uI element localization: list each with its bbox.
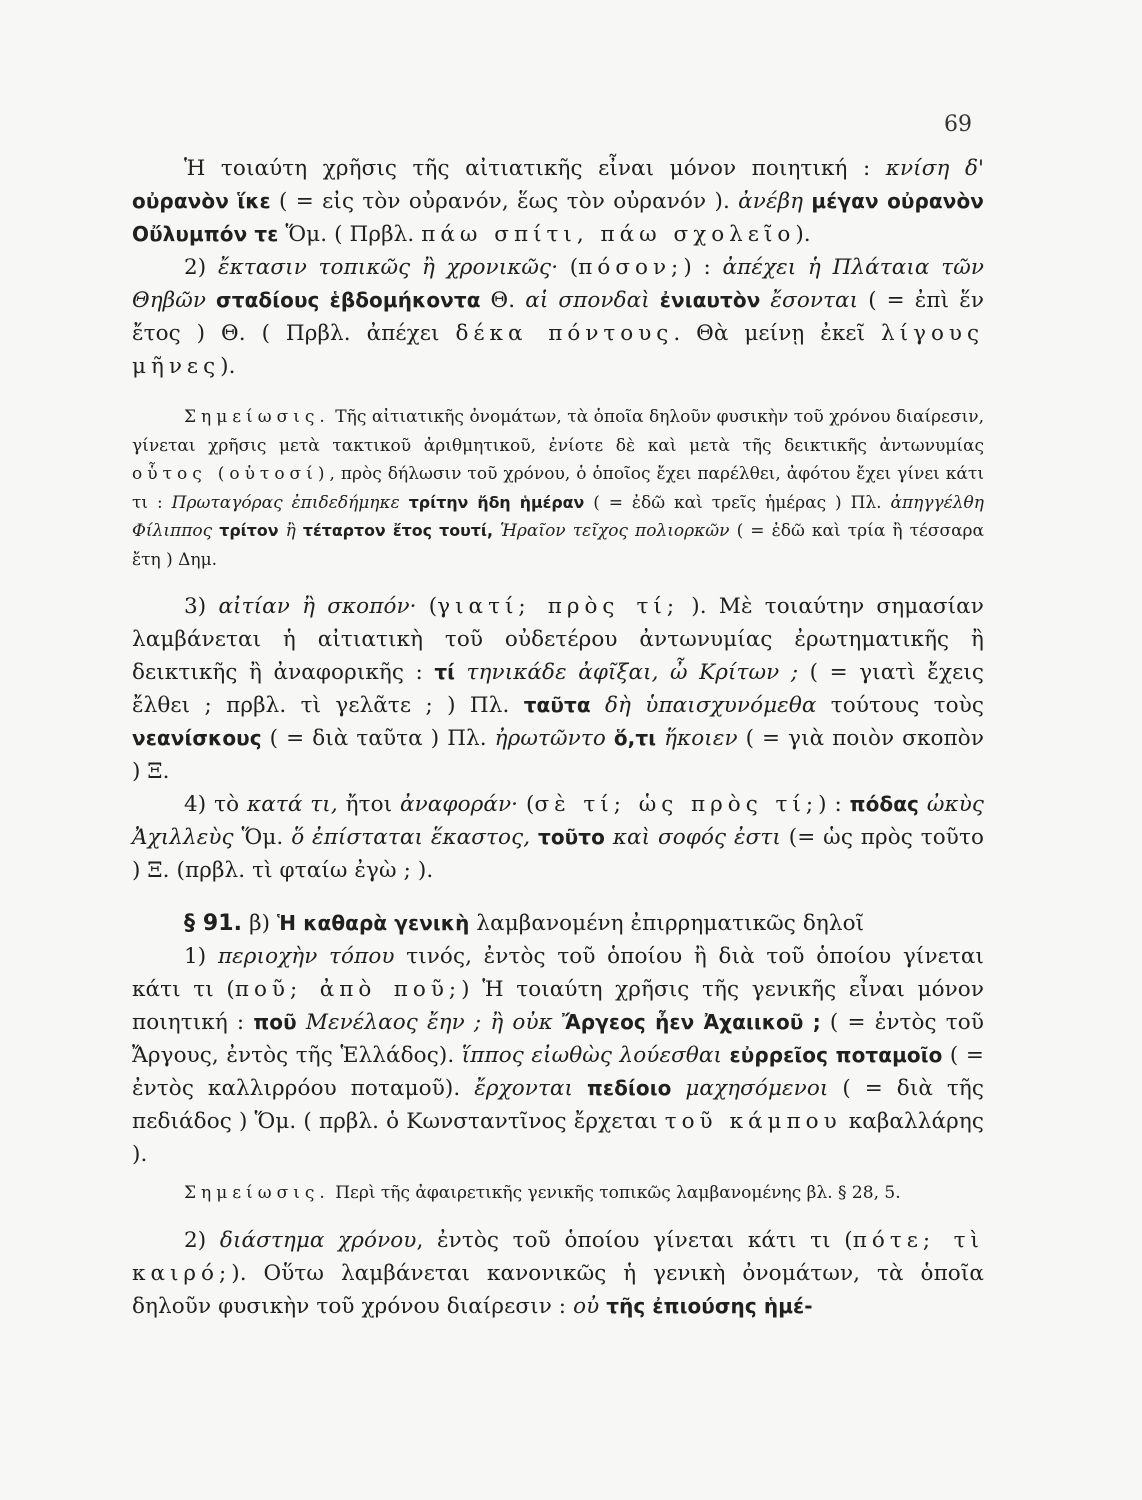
section-number: § 91.: [184, 911, 243, 936]
page-body: [132, 152, 984, 1323]
paragraph-extent: 2) ἔκτασιν τοπικῶς ἢ χρονικῶς· (πόσον;) : ἀπέχει ἡ Πλάταια τῶν Θηβῶν σταδίους ἑβδομήκοντα Θ. αἱ σπονδαὶ ἐνιαυτὸν ἔσονται ( = ἐπὶ ἕν ἔτος ) Θ. ( Πρβλ. ἀπέχει δέκα πόντους. Θὰ μείνῃ ἐκεῖ λίγους μῆνες).: [132, 255, 985, 379]
paragraph-place-region: 1) περιοχὴν τόπου τινός, ἐντὸς τοῦ ὁποίου ἢ διὰ τοῦ ὁποίου γίνεται κάτι τι (ποῦ; ἀπὸ ποῦ;) Ἡ τοιαύτη χρῆσις τῆς γενικῆς εἶναι μόνον ποιητική : ποῦ Μενέλαος ἔην ; ἢ οὐκ Ἄργεος ἦεν Ἀχαιικοῦ ; ( = ἐντὸς τοῦ Ἄργους, ἐντὸς τῆς Ἑλλάδος). ἵππος εἰωθὼς λούεσθαι εὐρρεῖος ποταμοῖο ( = ἐντὸς καλλιρρόου ποταμοῦ). ἔρχονται πεδίοιο μαχησόμενοι ( = διὰ τῆς πεδιάδος ) Ὅμ. ( πρβλ. ὁ Κωνσταντῖνος ἔρχεται τοῦ κάμπου καβαλλάρης ).: [132, 944, 985, 1167]
note-time-division: Σημείωσις. Τῆς αἰτιατικῆς ὀνομάτων, τὰ ὁποῖα δηλοῦν φυσικὴν τοῦ χρόνου διαίρεσιν, γίνεται χρῆσις μετὰ τακτικοῦ ἀριθμητικοῦ, ἐνίοτε δὲ καὶ μετὰ τῆς δεικτικῆς ἀντωνυμίας οὗτος (οὑτοσί), πρὸς δήλωσιν τοῦ χρόνου, ὁ ὁποῖος ἔχει παρέλθει, ἀφότου ἔχει γίνει κάτι τι : Πρωταγόρας ἐπιδεδήμηκε τρίτην ἤδη ἡμέραν ( = ἐδῶ καὶ τρεῖς ἡμέρας ) Πλ. ἀπηγγέλθη Φίλιππος τρίτον ἢ τέταρτον ἔτος τουτί, Ἡραῖον τεῖχος πολιορκῶν ( = ἐδῶ καὶ τρία ἢ τέσσαρα ἔτη ) Δημ.: [132, 407, 985, 570]
paragraph-time-interval: 2) διάστημα χρόνου, ἐντὸς τοῦ ὁποίου γίνεται κάτι τι (πότε; τὶ καιρό;). Οὕτω λαμβάνεται κανονικῶς ἡ γενικὴ ὀνομάτων, τὰ ὁποῖα δηλοῦν φυσικὴν τοῦ χρόνου διαίρεσιν : οὐ τῆς ἐπιούσης ἡμέ-: [132, 1227, 984, 1319]
note-ablative-genitive: Σημείωσις. Περὶ τῆς ἀφαιρετικῆς γενικῆς τοπικῶς λαμβανομένης βλ. § 28, 5.: [184, 1183, 901, 1203]
paragraph-cause-purpose: 3) αἰτίαν ἢ σκοπόν· (γιατί; πρὸς τί; ). Μὲ τοιαύτην σημασίαν λαμβάνεται ἡ αἰτιατικὴ τοῦ οὐδετέρου ἀντωνυμίας ἐρωτηματικῆς ἢ δεικτικῆς ἢ ἀναφορικῆς : τί τηνικάδε ἀφῖξαι, ὦ Κρίτων ; ( = γιατὶ ἔχεις ἔλθει ; πρβλ. τὶ γελᾶτε ; ) Πλ. ταῦτα δὴ ὑπαισχυνόμεθα τούτους τοὺς νεανίσκους ( = διὰ ταῦτα ) Πλ. ἠρωτῶντο ὅ,τι ἥκοιεν ( = γιὰ ποιὸν σκοπὸν ) Ξ.: [132, 594, 985, 784]
section-91-heading: § 91. β) Ἡ καθαρὰ γενικὴ λαμβανομένη ἐπιρρηματικῶς δηλοῖ: [184, 911, 865, 936]
paragraph-reference: 4) τὸ κατά τι, ἤτοι ἀναφοράν· (σὲ τί; ὡς πρὸς τί;) : πόδας ὠκὺς Ἀχιλλεὺς Ὅμ. ὅ ἐπίσταται ἕκαστος, τοῦτο καὶ σοφός ἐστι (= ὡς πρὸς τοῦτο ) Ξ. (πρβλ. τὶ φταίω ἐγὼ ; ).: [132, 792, 985, 883]
page-number: 69: [944, 112, 972, 137]
paragraph-poetic-accusative: Ἡ τοιαύτη χρῆσις τῆς αἰτιατικῆς εἶναι μόνον ποιητική : κνίση δ' οὐρανὸν ἵκε ( = εἰς τὸν οὐρανόν, ἕως τὸν οὐρανόν ). ἀνέβη μέγαν οὐρανὸν Οὔλυμπόν τε Ὅμ. ( Πρβλ. πάω σπίτι, πάω σχολεῖο).: [132, 156, 984, 247]
